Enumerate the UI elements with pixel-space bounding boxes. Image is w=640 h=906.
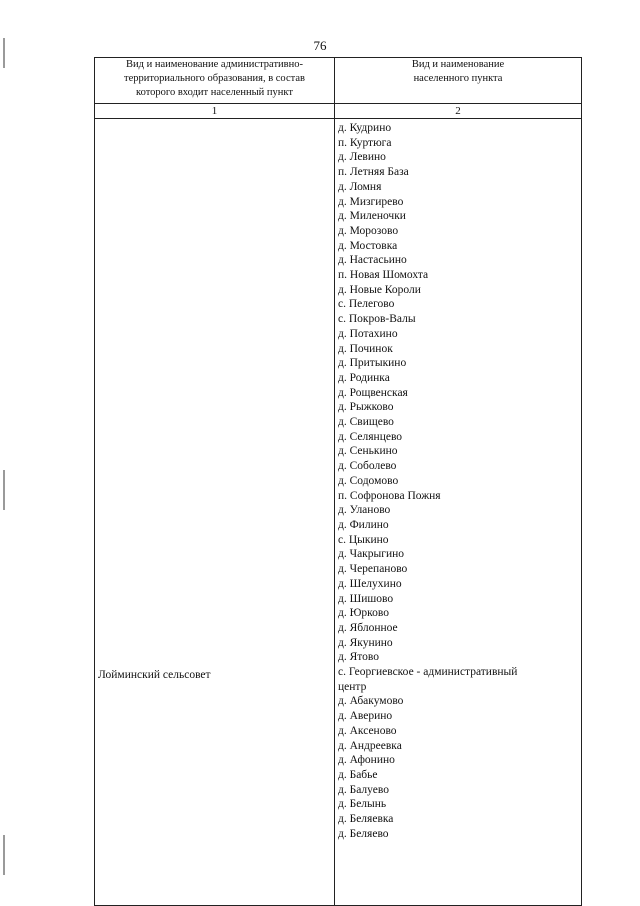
- settlement-item: д. Мизгирево: [338, 195, 404, 208]
- column-number-1: 1: [95, 104, 335, 119]
- column-number-row: [95, 104, 582, 119]
- settlement-item: д. Морозово: [338, 224, 399, 237]
- column-number-2: 2: [335, 104, 582, 119]
- settlement-item: д. Аверино: [338, 710, 393, 723]
- settlement-item: д. Рощвенская: [338, 386, 408, 399]
- settlement-item: д. Яблонное: [338, 621, 398, 634]
- table-body-row: [95, 119, 582, 906]
- settlement-item: д. Шелухино: [338, 577, 402, 590]
- settlement-item: д. Притыкино: [338, 357, 407, 370]
- settlement-item: с. Георгиевское - административный: [338, 666, 518, 679]
- settlement-item: д. Юрково: [338, 607, 390, 620]
- settlement-item: д. Кудрино: [338, 122, 392, 134]
- settlement-item: д. Потахино: [338, 327, 398, 340]
- header-col1-line: территориального образования, в состав: [124, 73, 305, 84]
- settlement-item: с. Покров-Валы: [338, 313, 416, 326]
- scan-margin-mark: [3, 470, 5, 510]
- settlement-item: д. Новые Короли: [338, 283, 421, 296]
- settlement-item: п. Софронова Пожня: [338, 489, 441, 502]
- settlement-item: д. Беляевка: [338, 813, 394, 826]
- settlement-item: д. Соболево: [338, 460, 397, 473]
- municipality-cell: [95, 119, 335, 906]
- header-col2-line: населенного пункта: [413, 73, 503, 84]
- settlement-item: д. Ятово: [338, 651, 379, 664]
- settlement-item: д. Якунино: [338, 636, 393, 649]
- settlement-item: д. Афонино: [338, 754, 395, 767]
- settlement-item: д. Беляево: [338, 827, 389, 840]
- table-header-row: [95, 58, 582, 104]
- settlements-list: [335, 119, 581, 841]
- header-col2: [335, 58, 582, 104]
- header-col2-line: Вид и наименование: [411, 59, 505, 70]
- settlement-item: д. Мостовка: [338, 239, 398, 252]
- settlement-item: п. Летняя База: [338, 166, 409, 179]
- settlement-item: д. Починок: [338, 342, 393, 355]
- header-col1: [95, 58, 335, 104]
- settlement-item: д. Содомово: [338, 474, 399, 487]
- settlement-item: д. Сенькино: [338, 445, 398, 458]
- settlement-item: д. Белынь: [338, 798, 387, 811]
- settlement-item: д. Настасьино: [338, 254, 407, 267]
- settlement-item: д. Ломня: [338, 180, 382, 193]
- settlement-item: д. Черепаново: [338, 563, 408, 576]
- scan-margin-mark: [3, 835, 5, 875]
- page-number: 76: [313, 38, 327, 53]
- settlement-item: д. Уланово: [338, 504, 391, 517]
- settlement-item: с. Цыкино: [338, 533, 389, 546]
- settlement-item: центр: [338, 680, 367, 693]
- settlement-item: д. Миленочки: [338, 210, 406, 223]
- settlement-item: п. Куртюга: [338, 136, 392, 149]
- settlement-item: д. Рыжково: [338, 401, 394, 414]
- settlement-item: с. Пелегово: [338, 298, 395, 311]
- header-col1-line: Вид и наименование административно-: [126, 59, 303, 70]
- settlement-item: д. Абакумово: [338, 695, 404, 708]
- municipality-name: Лойминский сельсовет: [98, 669, 211, 681]
- settlement-item: д. Бабье: [338, 768, 378, 781]
- settlement-item: д. Балуево: [338, 783, 389, 796]
- settlement-item: д. Чакрыгино: [338, 548, 405, 561]
- settlement-item: д. Андреевка: [338, 739, 402, 752]
- settlement-item: п. Новая Шомохта: [338, 269, 429, 282]
- settlement-item: д. Свищево: [338, 416, 394, 429]
- settlement-item: д. Левино: [338, 151, 386, 164]
- header-col1-line: которого входит населенный пункт: [136, 87, 293, 98]
- settlement-item: д. Родинка: [338, 371, 390, 384]
- settlement-item: д. Шишово: [338, 592, 394, 605]
- settlement-item: д. Филино: [338, 518, 389, 531]
- settlement-item: д. Селянцево: [338, 430, 403, 443]
- settlements-cell: [335, 119, 582, 906]
- settlement-item: д. Аксеново: [338, 724, 397, 737]
- settlements-table: [94, 57, 582, 906]
